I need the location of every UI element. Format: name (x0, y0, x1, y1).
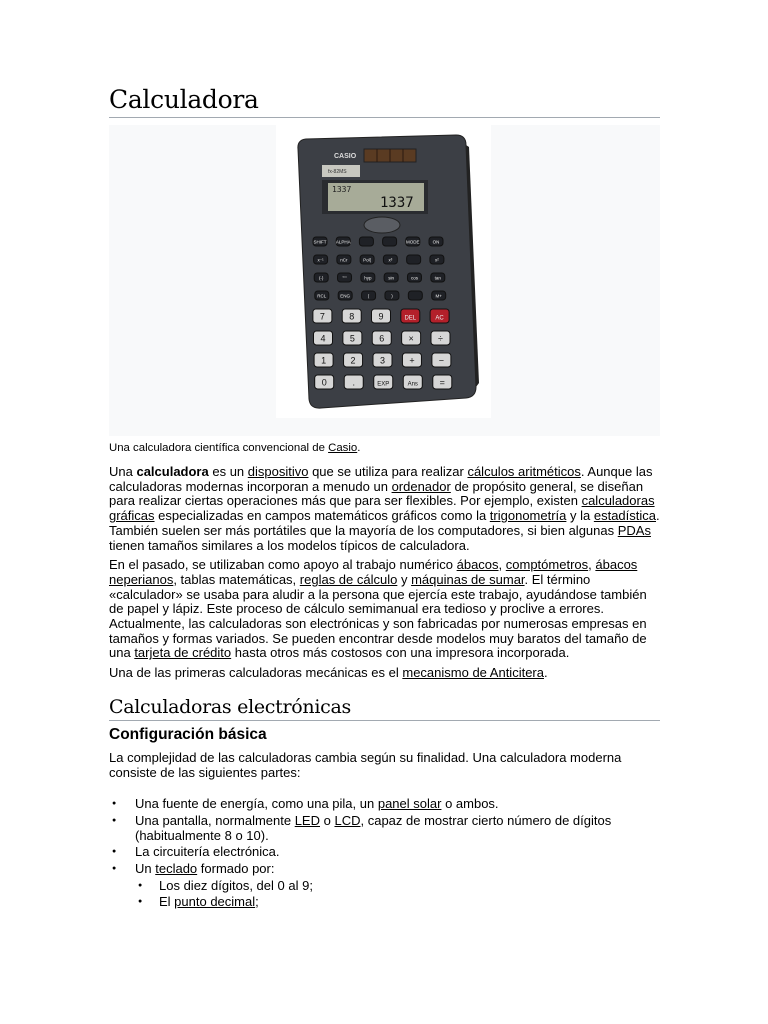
calc-key-label: AC (435, 315, 444, 322)
calc-key-label: cos (410, 275, 418, 281)
calc-key-label: ALPHA (335, 239, 351, 245)
list-item: ● Los diez dígitos, del 0 al 9; (135, 879, 660, 894)
calc-key-label: . (352, 377, 355, 388)
calc-key-label: Pol( (363, 257, 372, 263)
calc-key-label: tan (434, 275, 441, 281)
calc-key-label: 5 (349, 333, 355, 344)
link-reglas-de-calculo[interactable]: reglas de cálculo (299, 571, 398, 587)
figure-caption: Una calculadora científica convencional de Casio. (109, 442, 361, 454)
calc-key-label: sin (388, 275, 395, 281)
intro-paragraph: Una calculadora es un dispositivo que se utiliza para realizar cálculos aritméticos. Aunque las calculadoras modernas incorporan a menudo un ordenador de propósito general, se diseñan para realizar ciertas operaciones más que para ser flexibles. Por ejemplo, existen calculadoras gráficas especializadas en campos matemáticos gráficos como la trigonometría y la estadística. También suelen ser más portátiles que la mayoría de los computadores, si bien algunas PDAs tienen tamaños similares a los modelos típicos de calculadora. (109, 464, 660, 553)
calc-key-label: SHIFT (313, 239, 327, 245)
calc-key-label: ) (391, 293, 393, 299)
calc-key (359, 237, 373, 246)
calc-key-label: ( (367, 293, 370, 299)
calc-key-label: 7 (319, 311, 325, 322)
link-casio[interactable]: Casio (328, 442, 358, 454)
calc-key (407, 255, 421, 264)
history-paragraph: En el pasado, se utilizaban como apoyo al trabajo numérico ábacos, comptómetros, ábacos neperianos, tablas matemáticas, reglas de cálculo y máquinas de sumar. El término «calculador» se usaba para aludir a la persona que ejercía este trabajo, ayudándose también de papel y lápiz. Este proceso de cálculo semimanual era tedioso y proclive a errores. Actualmente, las calculadoras son electrónicas y son fabricadas por numerosas empresas en tamaños y formas variados. Se pueden encontrar desde modelos muy baratos del tamaño de una tarjeta de crédito hasta otros más costosos con una impresora incorporada. (109, 557, 647, 661)
link-trigonometria[interactable]: trigonometría (489, 508, 567, 524)
calc-key-label: 8 (349, 311, 355, 322)
calc-model: fx-82MS (328, 169, 347, 175)
calc-key-label: + (409, 355, 415, 366)
parts-list (109, 797, 660, 910)
calc-key-label: x² (435, 257, 439, 263)
anticitera-paragraph: Una de las primeras calculadoras mecánicas es el mecanismo de Anticitera. (109, 665, 548, 681)
calc-key-label: 6 (379, 333, 385, 344)
link-pdas[interactable]: PDAs (617, 522, 651, 538)
link-mecanismo-de-anticitera[interactable]: mecanismo de Anticitera (402, 665, 544, 681)
calc-key-label: × (408, 333, 414, 344)
calc-key-label: Ans (407, 381, 418, 388)
calc-key-label: 4 (320, 333, 326, 344)
calc-display-main: 1337 (380, 195, 414, 211)
link-calculos-aritmeticos[interactable]: cálculos aritméticos (467, 464, 581, 479)
calc-key-label: 9 (378, 311, 384, 322)
calc-key-label: − (438, 355, 445, 366)
list-item: ● El punto decimal; (135, 895, 660, 910)
link-led[interactable]: LED (294, 812, 320, 828)
link-maquinas-de-sumar[interactable]: máquinas de sumar (411, 571, 525, 587)
calc-key (383, 237, 397, 246)
calc-key-label: ENG (340, 293, 351, 299)
link-teclado[interactable]: teclado (155, 861, 198, 877)
calculator-illustration (276, 125, 491, 418)
calc-key-label: hyp (364, 275, 372, 281)
calc-key-label: (-) (318, 275, 324, 281)
calculator-photo (276, 125, 491, 418)
subsection-heading: Configuración básica (109, 725, 267, 743)
calc-key-label: 0 (321, 377, 327, 388)
calc-key-label: x³ (388, 257, 393, 263)
calc-key-label: EXP (377, 381, 390, 388)
link-comptometros[interactable]: comptómetros (505, 557, 589, 573)
calc-key-label: x⁻¹ (317, 257, 324, 263)
link-calculadoras-graficas[interactable]: calculadoras gráficas (109, 493, 655, 524)
list-item: ● Una pantalla, normalmente LED o LCD, capaz de mostrar cierto número de dígitos (habitualmente 8 o 10). (109, 814, 660, 843)
link-dispositivo[interactable]: dispositivo (247, 464, 309, 479)
link-panel-solar[interactable]: panel solar (377, 796, 442, 812)
calc-key-label: 3 (379, 355, 386, 366)
calc-key-label: = (439, 377, 445, 388)
calc-key-label: ON (432, 239, 440, 245)
section-heading: Calculadoras electrónicas (109, 695, 660, 721)
link-lcd[interactable]: LCD (334, 812, 361, 828)
link-estadistica[interactable]: estadística (593, 508, 657, 524)
page-title: Calculadora (109, 84, 660, 118)
keyboard-sublist (135, 879, 660, 910)
link-abacos-neperianos[interactable]: ábacos neperianos (109, 557, 638, 587)
calc-key (408, 291, 422, 300)
list-item: ● La circuitería electrónica. (109, 845, 660, 860)
calc-key-label: 2 (350, 355, 356, 366)
list-item: ● Una fuente de energía, como una pila, un panel solar o ambos. (109, 797, 660, 812)
calc-key-label: DEL (404, 315, 417, 322)
calc-brand: CASIO (334, 153, 357, 160)
calc-key-label: RCL (317, 293, 327, 299)
link-tarjeta-de-credito[interactable]: tarjeta de crédito (134, 645, 232, 661)
calc-key-label: 1 (321, 355, 327, 366)
calc-key-label: M+ (435, 293, 442, 299)
calc-display-top: 1337 (332, 185, 352, 194)
calc-key-label: °'" (342, 275, 347, 281)
calc-key-label: MODE (406, 239, 420, 245)
figure (109, 125, 660, 436)
calc-key-label: ÷ (438, 333, 443, 344)
link-punto-decimal[interactable]: punto decimal (174, 894, 256, 910)
calc-key-label: nCr (340, 257, 348, 263)
list-item: ● Un teclado formado por: ● Los diez dígitos, del 0 al 9; ● El punto decimal; (109, 862, 660, 910)
link-abacos[interactable]: ábacos (456, 557, 499, 573)
configuration-paragraph: La complejidad de las calculadoras cambia según su finalidad. Una calculadora moderna consiste de las siguientes partes: (109, 749, 622, 780)
link-ordenador[interactable]: ordenador (391, 478, 451, 494)
article (109, 84, 660, 912)
